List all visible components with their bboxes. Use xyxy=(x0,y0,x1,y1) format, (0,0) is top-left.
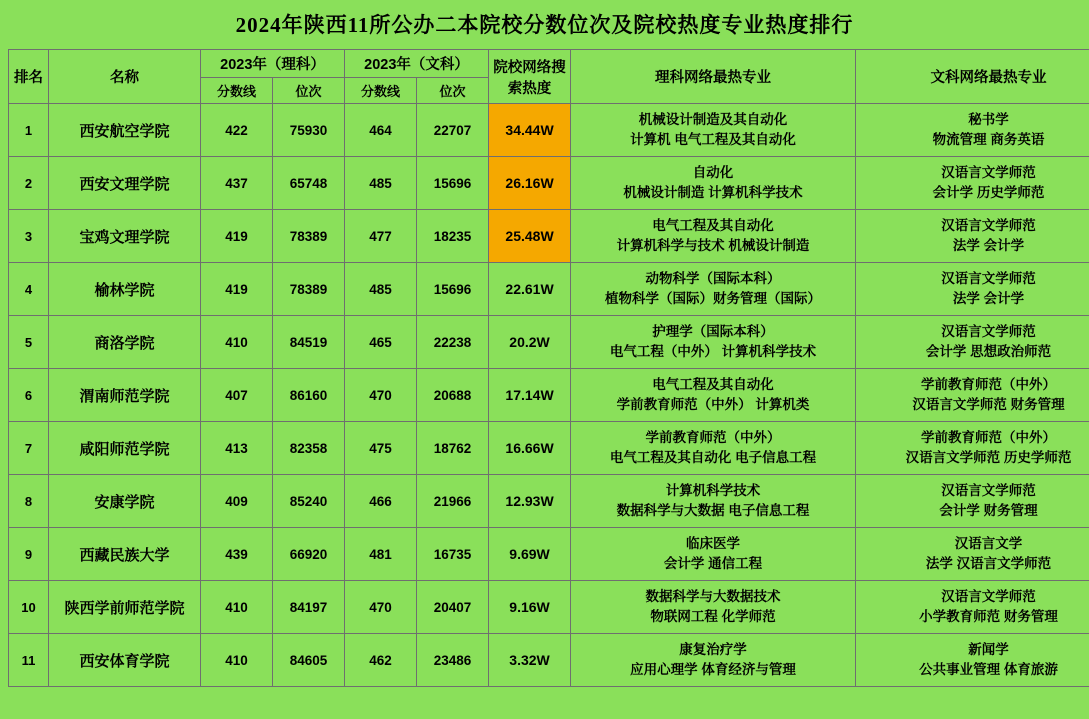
cell-science-score: 407 xyxy=(201,369,273,422)
table-row xyxy=(9,316,1089,369)
cell-science-rank: 84197 xyxy=(273,581,345,634)
major-line: 计算机科学技术 xyxy=(665,483,761,499)
cell-heat: 26.16W xyxy=(489,157,571,210)
cell-heat: 12.93W xyxy=(489,475,571,528)
major-line: 数据科学与大数据技术 xyxy=(645,589,781,605)
cell-heat: 9.16W xyxy=(489,581,571,634)
major-line: 法学 会计学 xyxy=(952,291,1025,306)
cell-rank: 1 xyxy=(9,104,49,157)
cell-major-science xyxy=(571,475,856,528)
cell-science-rank: 66920 xyxy=(273,528,345,581)
cell-heat: 17.14W xyxy=(489,369,571,422)
cell-school-name: 西安航空学院 xyxy=(49,104,201,157)
cell-science-score: 422 xyxy=(201,104,273,157)
major-line: 动物科学（国际本科） xyxy=(645,271,781,287)
major-line: 机械设计制造 计算机科学技术 xyxy=(623,185,803,200)
col-header-arts-score: 分数线 xyxy=(345,78,417,104)
cell-major-arts xyxy=(856,422,1089,475)
major-line: 数据科学与大数据 电子信息工程 xyxy=(616,503,810,518)
major-line: 物流管理 商务英语 xyxy=(932,132,1045,147)
table-row xyxy=(9,581,1089,634)
cell-rank: 10 xyxy=(9,581,49,634)
cell-science-score: 439 xyxy=(201,528,273,581)
table-row xyxy=(9,104,1089,157)
major-line: 小学教育师范 财务管理 xyxy=(919,609,1058,624)
major-line: 护理学（国际本科） xyxy=(652,324,774,340)
cell-science-score: 410 xyxy=(201,316,273,369)
major-line: 新闻学 xyxy=(968,642,1009,658)
cell-arts-rank: 15696 xyxy=(417,157,489,210)
cell-rank: 6 xyxy=(9,369,49,422)
cell-school-name: 安康学院 xyxy=(49,475,201,528)
cell-science-rank: 65748 xyxy=(273,157,345,210)
cell-science-rank: 84519 xyxy=(273,316,345,369)
col-header-name: 名称 xyxy=(49,50,201,104)
cell-school-name: 西安体育学院 xyxy=(49,634,201,687)
cell-major-arts xyxy=(856,369,1089,422)
major-line: 电气工程及其自动化 xyxy=(652,218,774,234)
major-line: 汉语言文学师范 历史学师范 xyxy=(905,450,1072,465)
table-row xyxy=(9,157,1089,210)
cell-science-score: 409 xyxy=(201,475,273,528)
table-body xyxy=(9,104,1089,687)
cell-major-arts xyxy=(856,316,1089,369)
cell-school-name: 咸阳师范学院 xyxy=(49,422,201,475)
cell-arts-rank: 20407 xyxy=(417,581,489,634)
cell-arts-rank: 15696 xyxy=(417,263,489,316)
cell-heat: 20.2W xyxy=(489,316,571,369)
table-header xyxy=(9,50,1089,104)
col-header-science-group: 2023年（理科） xyxy=(201,50,345,78)
cell-science-score: 437 xyxy=(201,157,273,210)
cell-school-name: 宝鸡文理学院 xyxy=(49,210,201,263)
cell-major-science xyxy=(571,157,856,210)
cell-rank: 11 xyxy=(9,634,49,687)
major-line: 汉语言文学师范 xyxy=(941,483,1036,499)
cell-heat: 34.44W xyxy=(489,104,571,157)
table-row xyxy=(9,634,1089,687)
cell-arts-score: 470 xyxy=(345,369,417,422)
major-line: 电气工程（中外） 计算机科学技术 xyxy=(609,344,817,359)
cell-school-name: 榆林学院 xyxy=(49,263,201,316)
cell-major-arts xyxy=(856,475,1089,528)
cell-rank: 4 xyxy=(9,263,49,316)
cell-arts-rank: 16735 xyxy=(417,528,489,581)
major-line: 临床医学 xyxy=(686,536,741,552)
col-header-heat: 院校网络搜索热度 xyxy=(489,50,571,104)
cell-school-name: 商洛学院 xyxy=(49,316,201,369)
cell-rank: 3 xyxy=(9,210,49,263)
cell-arts-rank: 20688 xyxy=(417,369,489,422)
cell-science-rank: 78389 xyxy=(273,263,345,316)
table-row xyxy=(9,263,1089,316)
major-line: 应用心理学 体育经济与管理 xyxy=(630,662,796,677)
major-line: 康复治疗学 xyxy=(679,642,747,658)
cell-rank: 8 xyxy=(9,475,49,528)
cell-major-arts xyxy=(856,104,1089,157)
col-header-major-arts: 文科网络最热专业 xyxy=(856,50,1089,104)
cell-science-score: 419 xyxy=(201,210,273,263)
major-line: 学前教育师范（中外） xyxy=(921,430,1057,446)
cell-rank: 5 xyxy=(9,316,49,369)
cell-major-science xyxy=(571,316,856,369)
major-line: 公共事业管理 体育旅游 xyxy=(919,662,1058,677)
cell-major-arts xyxy=(856,157,1089,210)
major-line: 秘书学 xyxy=(968,112,1009,128)
table-row xyxy=(9,475,1089,528)
major-line: 电气工程及其自动化 xyxy=(652,377,774,393)
cell-major-arts xyxy=(856,528,1089,581)
cell-science-rank: 82358 xyxy=(273,422,345,475)
cell-major-science xyxy=(571,634,856,687)
cell-rank: 7 xyxy=(9,422,49,475)
major-line: 计算机 电气工程及其自动化 xyxy=(630,132,796,147)
cell-arts-rank: 18762 xyxy=(417,422,489,475)
cell-arts-rank: 23486 xyxy=(417,634,489,687)
cell-heat: 9.69W xyxy=(489,528,571,581)
col-header-major-science: 理科网络最热专业 xyxy=(571,50,856,104)
cell-science-score: 413 xyxy=(201,422,273,475)
cell-school-name: 渭南师范学院 xyxy=(49,369,201,422)
cell-arts-rank: 18235 xyxy=(417,210,489,263)
major-line: 会计学 财务管理 xyxy=(939,503,1038,518)
cell-arts-rank: 22707 xyxy=(417,104,489,157)
cell-major-arts xyxy=(856,263,1089,316)
major-line: 汉语言文学师范 xyxy=(941,271,1036,287)
cell-major-science xyxy=(571,422,856,475)
major-line: 汉语言文学师范 xyxy=(941,165,1036,181)
cell-heat: 25.48W xyxy=(489,210,571,263)
major-line: 机械设计制造及其自动化 xyxy=(638,112,788,128)
major-line: 自动化 xyxy=(692,165,734,181)
cell-heat: 16.66W xyxy=(489,422,571,475)
cell-arts-score: 485 xyxy=(345,263,417,316)
cell-arts-score: 470 xyxy=(345,581,417,634)
major-line: 汉语言文学师范 xyxy=(941,589,1036,605)
table-row xyxy=(9,210,1089,263)
cell-arts-score: 485 xyxy=(345,157,417,210)
cell-arts-rank: 22238 xyxy=(417,316,489,369)
cell-major-science xyxy=(571,528,856,581)
cell-major-arts xyxy=(856,634,1089,687)
col-header-rank: 排名 xyxy=(9,50,49,104)
page-title: 2024年陕西11所公办二本院校分数位次及院校热度专业热度排行 xyxy=(235,13,854,37)
cell-major-science xyxy=(571,369,856,422)
cell-major-science xyxy=(571,263,856,316)
major-line: 会计学 通信工程 xyxy=(663,556,763,571)
major-line: 电气工程及其自动化 电子信息工程 xyxy=(609,450,817,465)
cell-major-science xyxy=(571,104,856,157)
cell-science-rank: 85240 xyxy=(273,475,345,528)
cell-school-name: 西安文理学院 xyxy=(49,157,201,210)
cell-arts-score: 462 xyxy=(345,634,417,687)
ranking-table xyxy=(8,49,1089,687)
major-line: 汉语言文学师范 xyxy=(941,218,1036,234)
cell-science-rank: 84605 xyxy=(273,634,345,687)
table-row xyxy=(9,422,1089,475)
cell-major-arts xyxy=(856,210,1089,263)
cell-major-science xyxy=(571,210,856,263)
cell-rank: 2 xyxy=(9,157,49,210)
header-row-top xyxy=(9,50,1089,78)
cell-heat: 22.61W xyxy=(489,263,571,316)
cell-science-score: 410 xyxy=(201,581,273,634)
cell-science-rank: 75930 xyxy=(273,104,345,157)
cell-arts-score: 465 xyxy=(345,316,417,369)
cell-arts-score: 466 xyxy=(345,475,417,528)
cell-arts-score: 481 xyxy=(345,528,417,581)
major-line: 会计学 思想政治师范 xyxy=(925,344,1052,359)
col-header-science-score: 分数线 xyxy=(201,78,273,104)
cell-science-rank: 78389 xyxy=(273,210,345,263)
major-line: 法学 会计学 xyxy=(952,238,1025,253)
table-row xyxy=(9,528,1089,581)
major-line: 学前教育师范（中外） xyxy=(921,377,1057,393)
major-line: 物联网工程 化学师范 xyxy=(650,609,776,624)
cell-major-arts xyxy=(856,581,1089,634)
cell-arts-rank: 21966 xyxy=(417,475,489,528)
table-row xyxy=(9,369,1089,422)
cell-arts-score: 464 xyxy=(345,104,417,157)
cell-arts-score: 475 xyxy=(345,422,417,475)
col-header-arts-group: 2023年（文科） xyxy=(345,50,489,78)
cell-school-name: 西藏民族大学 xyxy=(49,528,201,581)
cell-heat: 3.32W xyxy=(489,634,571,687)
major-line: 汉语言文学师范 xyxy=(941,324,1036,340)
cell-major-science xyxy=(571,581,856,634)
major-line: 会计学 历史学师范 xyxy=(932,185,1045,200)
major-line: 植物科学（国际）财务管理（国际） xyxy=(605,291,822,306)
major-line: 汉语言文学师范 财务管理 xyxy=(912,397,1065,412)
major-line: 学前教育师范（中外） 计算机类 xyxy=(616,397,810,412)
cell-science-score: 410 xyxy=(201,634,273,687)
cell-rank: 9 xyxy=(9,528,49,581)
cell-science-score: 419 xyxy=(201,263,273,316)
major-line: 汉语言文学 xyxy=(954,536,1023,552)
cell-school-name: 陕西学前师范学院 xyxy=(49,581,201,634)
cell-arts-score: 477 xyxy=(345,210,417,263)
col-header-arts-rank: 位次 xyxy=(417,78,489,104)
major-line: 计算机科学与技术 机械设计制造 xyxy=(616,238,810,253)
major-line: 法学 汉语言文学师范 xyxy=(925,556,1052,571)
col-header-science-rank: 位次 xyxy=(273,78,345,104)
cell-science-rank: 86160 xyxy=(273,369,345,422)
major-line: 学前教育师范（中外） xyxy=(645,430,781,446)
